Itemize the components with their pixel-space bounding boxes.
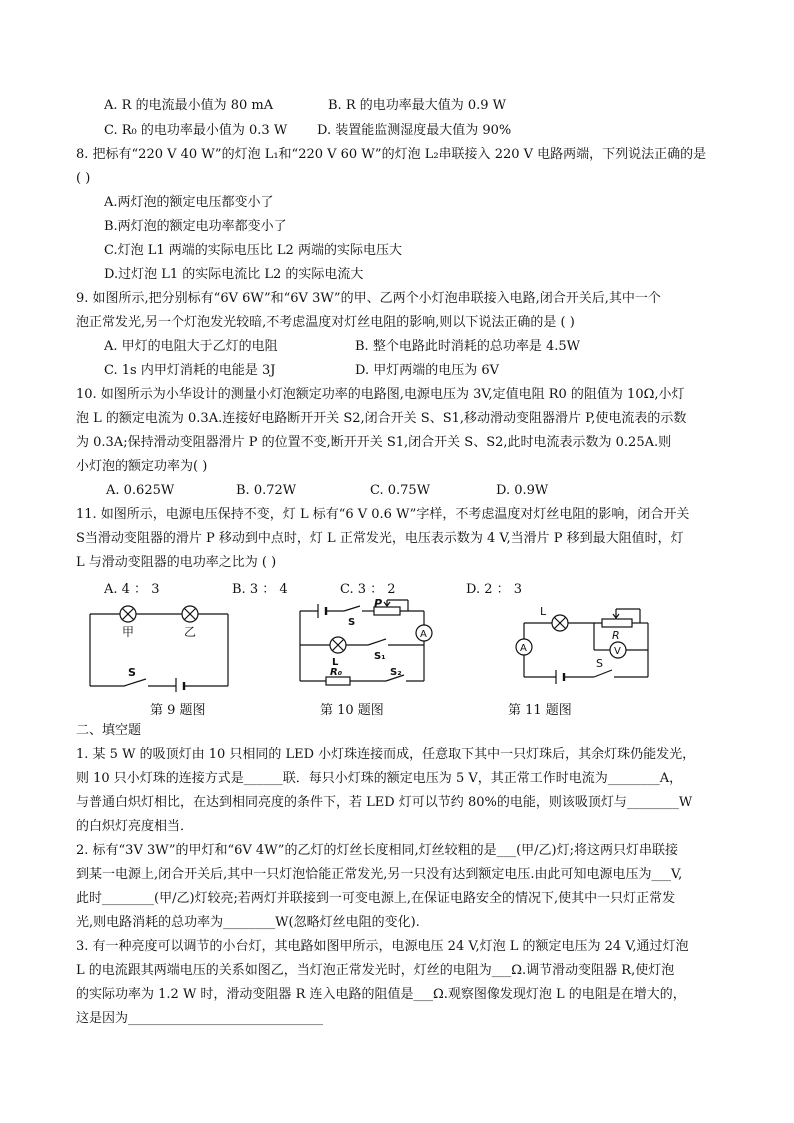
rheostat-r-label: R	[612, 629, 620, 642]
battery-symbol	[556, 670, 564, 684]
q10-option-b: B. 0.72W	[236, 483, 297, 498]
q11-option-b: B. 3 ： 4	[232, 582, 288, 597]
q11-stem-line1: 11. 如图所示，电源电压保持不变，灯 L 标有“6 V 0.6 W”字样，不考虑温度对灯丝电阻的影响，闭合开关	[76, 507, 690, 522]
q10-option-d: D. 0.9W	[496, 483, 549, 498]
q9-option-a: A. 甲灯的电阻大于乙灯的电阻	[104, 339, 278, 354]
s2-q1-line4: 的白炽灯亮度相当．	[76, 819, 194, 834]
q7-option-a: A. R 的电流最小值为 80 mA	[104, 98, 274, 113]
s2-q1-line3: 与普通白炽灯相比，在达到相同亮度的条件下，若 LED 灯可以节约 80%的电能，则该吸顶灯与________W	[76, 795, 693, 810]
figure-11-caption: 第 11 题图	[508, 703, 572, 718]
q9-option-b: B. 整个电路此时消耗的总功率是 4.5W	[355, 339, 580, 354]
section-2-title: 二、填空题	[76, 723, 142, 738]
q8-stem-line2: ( )	[76, 171, 91, 186]
ammeter-label: A	[420, 629, 427, 640]
figure-9-caption: 第 9 题图	[150, 703, 206, 718]
lamp-l-symbol	[330, 637, 346, 653]
s2-q1-line1: 1. 某 5 W 的吸顶灯由 10 只相同的 LED 小灯珠连接而成，任意取下其中一只灯珠后，其余灯珠仍能发光，	[76, 747, 696, 762]
q7-option-c: C. R₀ 的电功率最小值为 0.3 W	[104, 123, 288, 138]
resistor-r0-label: R₀	[330, 667, 343, 678]
s2-q3-line1: 3. 有一种亮度可以调节的小台灯，其电路如图甲所示，电源电压 24 V,灯泡 L 的额定电压为 24 V,通过灯泡	[76, 939, 689, 954]
s2-q2-line1: 2. 标有“3V 3W”的甲灯和“6V 4W”的乙灯的灯丝长度相同,灯丝较粗的是___(甲/乙)灯;将这两只灯串联接	[76, 843, 678, 858]
q11-stem-line3: L 与滑动变阻器的电功率之比为 ( )	[76, 555, 277, 570]
switch-s-label: S	[348, 617, 356, 628]
figure-9-circuit	[86, 600, 232, 692]
ammeter-label: A	[520, 643, 527, 654]
s2-q2-line3: 此时________(甲/乙)灯较亮;若两灯并联接到一可变电源上,在保证电路安全的情况下,使其中一只灯正常发	[76, 891, 676, 906]
q8-stem-line1: 8. 把标有“220 V 40 W”的灯泡 L₁和“220 V 60 W”的灯泡 L₂串联接入 220 V 电路两端，下列说法正确的是	[76, 147, 707, 162]
switch-s-label: S	[128, 666, 136, 679]
q10-stem-line4: 小灯泡的额定功率为( )	[76, 459, 208, 474]
figure-11-circuit	[512, 605, 656, 693]
switch-s1-label: S₁	[374, 651, 386, 662]
q7-option-b: B. R 的电功率最大值为 0.9 W	[328, 98, 507, 113]
lamp-jia-label: 甲	[122, 625, 135, 639]
q9-option-d: D. 甲灯两端的电压为 6V	[355, 363, 500, 378]
q10-stem-line3: 为 0.3A;保持滑动变阻器滑片 P 的位置不变,断开开关 S1,闭合开关 S、S2,此时电流表示数为 0.25A.则	[76, 435, 672, 450]
figure-10-caption: 第 10 题图	[320, 703, 384, 718]
q9-stem-line1: 9. 如图所示,把分别标有“6V 6W”和“6V 3W”的甲、乙两个小灯泡串联接入电路,闭合开关后,其中一个	[76, 291, 661, 306]
s2-q3-line2: L 的电流跟其两端电压的关系如图乙，当灯泡正常发光时，灯丝的电阻为___Ω.调节滑动变阻器 R,使灯泡	[76, 963, 675, 978]
q9-stem-line2: 泡正常发光,另一个灯泡发光较暗,不考虑温度对灯丝电阻的影响,则以下说法正确的是 ( )	[76, 315, 575, 330]
switch-s2-label: S₂	[390, 667, 402, 678]
q8-option-b: B.两灯泡的额定电功率都变小了	[104, 219, 287, 234]
lamp-l-label: L	[332, 657, 339, 668]
q8-option-d: D.过灯泡 L1 的实际电流比 L2 的实际电流大	[104, 267, 364, 282]
q10-stem-line1: 10. 如图所示为小华设计的测量小灯泡额定功率的电路图,电源电压为 3V,定值电阻 R0 的阻值为 10Ω,小灯	[76, 387, 685, 402]
slider-p-label: P	[374, 597, 383, 610]
battery-symbol	[318, 604, 326, 618]
switch-s-label: S	[596, 657, 603, 670]
q8-option-c: C.灯泡 L1 两端的实际电压比 L2 两端的实际电压大	[104, 243, 402, 258]
s2-q2-line4: 光,则电路消耗的总功率为________W(忽略灯丝电阻的变化).	[76, 915, 420, 930]
lamp-jia-symbol	[120, 606, 136, 622]
q11-stem-line2: S当滑动变阻器的滑片 P 移动到中点时，灯 L 正常发光，电压表示数为 4 V,当滑片 P 移到最大阻值时，灯	[76, 531, 684, 546]
voltmeter-symbol	[594, 623, 648, 658]
lamp-yi-symbol	[182, 606, 198, 622]
rheostat-symbol	[602, 609, 640, 627]
s2-q3-line3: 的实际功率为 1.2 W 时，滑动变阻器 R 连入电路的阻值是___Ω.观察图像发现灯泡 L 的电阻是在增大的，	[76, 987, 686, 1002]
q7-option-d: D. 装置能监测湿度最大值为 90%	[317, 123, 512, 138]
s2-q2-line2: 到某一电源上,闭合开关后,其中一只灯泡恰能正常发光,另一只没有达到额定电压.由此可知电源电压为___V,	[76, 867, 683, 882]
q9-option-c: C. 1s 内甲灯消耗的电能是 3J	[104, 363, 276, 378]
figure-10-circuit	[296, 597, 436, 693]
lamp-l-symbol	[552, 615, 568, 631]
s2-q1-line2: 则 10 只小灯珠的连接方式是______联．每只小灯珠的额定电压为 5 V，其正常工作时电流为________A，	[76, 771, 683, 786]
lamp-l-label: L	[540, 605, 547, 618]
battery-symbol	[176, 678, 184, 692]
s2-q3-line4: 这是因为______________________________	[76, 1011, 324, 1026]
voltmeter-label: V	[614, 646, 621, 657]
q8-option-a: A.两灯泡的额定电压都变小了	[104, 195, 274, 210]
q11-option-d: D. 2 ： 3	[466, 582, 523, 597]
q11-option-a: A. 4 ： 3	[104, 582, 160, 597]
lamp-yi-label: 乙	[184, 625, 197, 639]
q10-option-a: A. 0.625W	[106, 483, 175, 498]
q11-option-c: C. 3 ： 2	[340, 582, 396, 597]
q10-stem-line2: 泡 L 的额定电流为 0.3A.连接好电路断开开关 S2,闭合开关 S、S1,移动滑动变阻器滑片 P,使电流表的示数	[76, 411, 687, 426]
q10-option-c: C. 0.75W	[370, 483, 431, 498]
